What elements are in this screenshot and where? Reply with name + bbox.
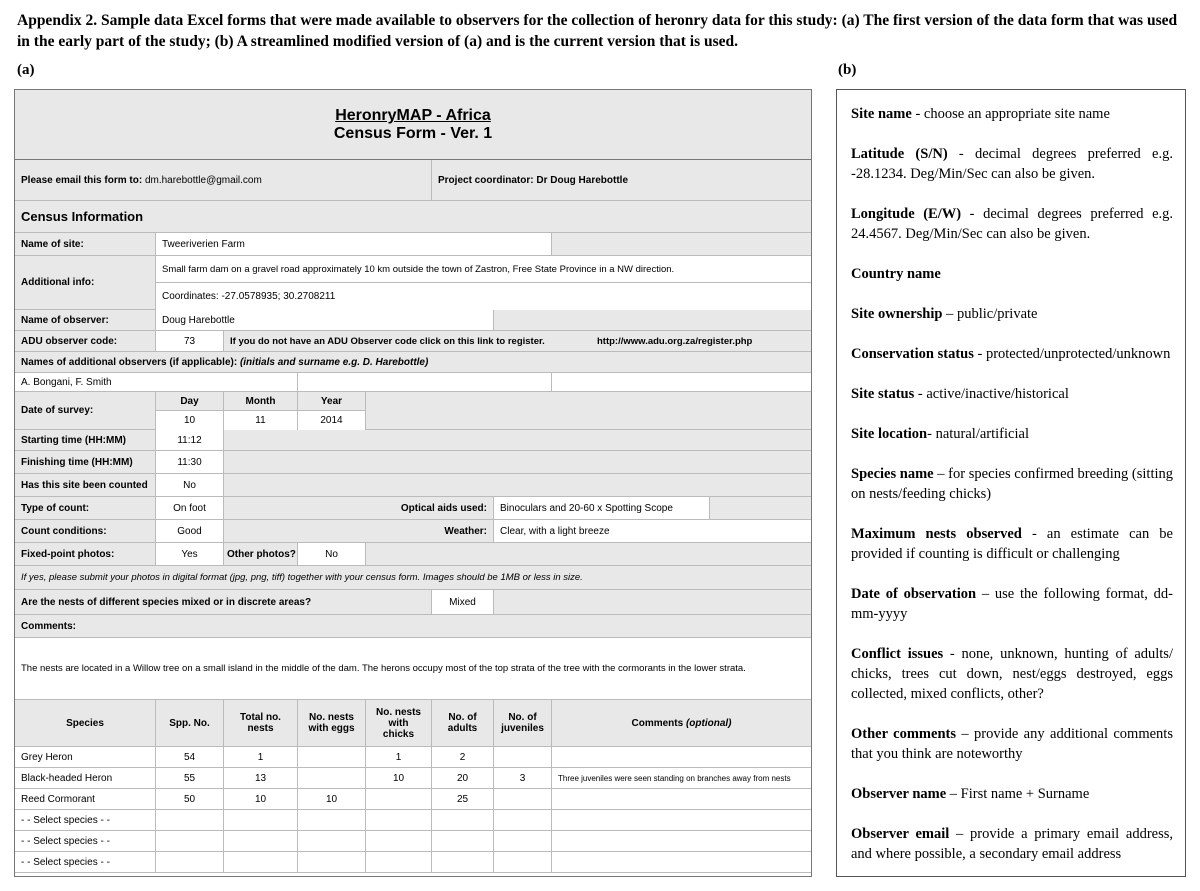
table-row xyxy=(15,747,811,768)
counted-row xyxy=(15,474,811,497)
field-description xyxy=(851,264,1173,284)
table-cell[interactable]: 50 xyxy=(155,789,223,809)
census-section-row xyxy=(15,201,811,233)
table-cell[interactable]: 25 xyxy=(431,789,493,809)
conditions-label: Count conditions: xyxy=(15,520,155,542)
table-cell[interactable]: 10 xyxy=(223,789,297,809)
figure-caption: Appendix 2. Sample data Excel forms that were made available to observers for the collection of heronry data for this study: (a) The first version of the data form that was used in the early part of the study; (b) A streamlined modified version of (a) and is the current version that is used. xyxy=(17,12,1178,50)
field-description xyxy=(851,424,1173,444)
field-desc: - natural/artificial xyxy=(927,426,1029,442)
table-cell[interactable] xyxy=(223,831,297,851)
table-cell[interactable] xyxy=(155,852,223,872)
mixed-row xyxy=(15,590,811,615)
fixed-photos-label: Fixed-point photos: xyxy=(15,543,155,565)
mixed-input[interactable]: Mixed xyxy=(431,590,493,614)
weather-input[interactable]: Clear, with a light breeze xyxy=(493,520,811,542)
panel-a-label: (a) xyxy=(17,62,35,78)
col-spp-no: Spp. No. xyxy=(155,700,223,746)
table-row xyxy=(15,789,811,810)
field-desc: – First name + Surname xyxy=(946,786,1090,802)
table-cell[interactable]: 2 xyxy=(431,747,493,767)
count-type-input[interactable]: On foot xyxy=(155,497,223,519)
table-cell[interactable] xyxy=(223,810,297,830)
species-table-header xyxy=(15,700,811,747)
adu-register-link[interactable]: http://www.adu.org.za/register.php xyxy=(591,331,811,351)
start-time-input[interactable]: 11:12 xyxy=(155,430,223,450)
species-select[interactable]: Reed Cormorant xyxy=(21,793,95,805)
observer-row xyxy=(15,310,811,331)
adu-label: ADU observer code: xyxy=(15,331,155,351)
additional-observers-label: Names of additional observers (if applicable): xyxy=(21,356,238,368)
field-description xyxy=(851,384,1173,404)
field-term: Conservation status xyxy=(851,346,974,362)
field-term: Latitude (S/N) xyxy=(851,146,948,162)
additional-observers-hint: (initials and surname e.g. D. Harebottle) xyxy=(239,356,429,368)
col-comments-optional: (optional) xyxy=(685,717,732,729)
col-adults: No. of adults xyxy=(431,700,493,746)
conditions-input[interactable]: Good xyxy=(155,520,223,542)
month-input[interactable]: 11 xyxy=(223,411,297,430)
field-description xyxy=(851,204,1173,244)
field-desc: - decimal degrees preferred e.g. 24.4567. Deg/Min/Sec can also be given. xyxy=(851,206,1174,242)
field-term: Other comments xyxy=(851,726,956,742)
year-input[interactable]: 2014 xyxy=(297,411,365,430)
start-time-row xyxy=(15,430,811,451)
day-header: Day xyxy=(155,392,223,411)
field-description xyxy=(851,824,1173,864)
count-type-row xyxy=(15,497,811,520)
field-description xyxy=(851,644,1173,704)
field-description xyxy=(851,524,1173,564)
table-cell[interactable] xyxy=(297,768,365,788)
adu-row xyxy=(15,331,811,352)
table-cell[interactable]: 10 xyxy=(365,768,431,788)
table-cell[interactable] xyxy=(297,810,365,830)
field-desc: – provide any additional comments that you think are noteworthy xyxy=(851,726,1173,762)
photos-note-row xyxy=(15,566,811,590)
species-select[interactable]: - - Select species - - xyxy=(21,856,110,868)
table-cell[interactable] xyxy=(493,852,551,872)
additional-observers-input[interactable]: A. Bongani, F. Smith xyxy=(15,373,297,391)
comments-label: Comments: xyxy=(21,620,77,632)
table-cell[interactable]: 10 xyxy=(297,789,365,809)
col-nests-eggs: No. nests with eggs xyxy=(297,700,365,746)
field-description xyxy=(851,344,1173,364)
col-total-nests: Total no. nests xyxy=(223,700,297,746)
table-cell[interactable] xyxy=(223,852,297,872)
additional-observers-row xyxy=(15,373,811,392)
species-select[interactable]: Grey Heron xyxy=(21,751,73,763)
finish-time-input[interactable]: 11:30 xyxy=(155,451,223,473)
field-term: Site ownership xyxy=(851,306,943,322)
field-desc: – provide a primary email address, and where possible, a secondary email address xyxy=(851,826,1173,862)
additional-info-line-2[interactable]: Coordinates: -27.0578935; 30.2708211 xyxy=(155,283,811,310)
photos-note: If yes, please submit your photos in digital format (jpg, png, tiff) together with your census form. Images should be 1MB or less in size. xyxy=(21,572,583,583)
table-cell[interactable] xyxy=(297,852,365,872)
table-cell[interactable] xyxy=(493,789,551,809)
table-cell[interactable]: 1 xyxy=(223,747,297,767)
field-desc: – for species confirmed breeding (sitting on nests/feeding chicks) xyxy=(851,466,1174,502)
table-cell[interactable] xyxy=(493,831,551,851)
col-juveniles: No. of juveniles xyxy=(493,700,551,746)
panel-b-label: (b) xyxy=(838,62,857,78)
table-row xyxy=(15,768,811,789)
table-cell[interactable] xyxy=(365,831,431,851)
comments-row xyxy=(15,638,811,700)
additional-info-line-1[interactable]: Small farm dam on a gravel road approximately 10 km outside the town of Zastron, Free State Province in a NW direction. xyxy=(155,256,811,283)
species-select[interactable]: - - Select species - - xyxy=(21,835,110,847)
table-cell[interactable]: 13 xyxy=(223,768,297,788)
site-input[interactable]: Tweeriverien Farm xyxy=(155,233,551,255)
table-cell[interactable]: 55 xyxy=(155,768,223,788)
project-coordinator: Project coordinator: Dr Doug Harebottle xyxy=(431,160,811,200)
email-label: Please email this form to: xyxy=(21,174,143,186)
field-desc: – public/private xyxy=(942,306,1038,322)
section-title: Census Information xyxy=(21,209,144,224)
form-subtitle: Census Form - Ver. 1 xyxy=(333,125,493,142)
field-description xyxy=(851,784,1173,804)
table-cell[interactable] xyxy=(431,852,493,872)
table-cell[interactable]: 54 xyxy=(155,747,223,767)
day-input[interactable]: 10 xyxy=(155,411,223,430)
observer-label: Name of observer: xyxy=(15,310,155,330)
finish-time-row xyxy=(15,451,811,474)
fixed-photos-input[interactable]: Yes xyxy=(155,543,223,565)
table-cell[interactable] xyxy=(551,831,811,851)
start-time-label: Starting time (HH:MM) xyxy=(15,430,155,450)
col-comments xyxy=(551,700,811,746)
date-row xyxy=(15,392,811,430)
site-label: Name of site: xyxy=(15,233,155,255)
table-cell[interactable] xyxy=(155,810,223,830)
email-value[interactable]: dm.harebottle@gmail.com xyxy=(144,174,262,186)
table-row xyxy=(15,810,811,831)
field-term: Longitude (E/W) xyxy=(851,206,962,222)
table-cell[interactable] xyxy=(493,747,551,767)
field-desc: - choose an appropriate site name xyxy=(911,106,1110,122)
field-descriptions-panel xyxy=(836,89,1186,877)
col-species: Species xyxy=(66,717,104,729)
table-cell[interactable] xyxy=(493,810,551,830)
table-row xyxy=(15,831,811,852)
weather-label: Weather: xyxy=(223,520,493,542)
table-cell[interactable] xyxy=(297,747,365,767)
comments-label-row xyxy=(15,615,811,638)
field-desc: - protected/unprotected/unknown xyxy=(973,346,1171,362)
table-cell[interactable] xyxy=(297,831,365,851)
month-header: Month xyxy=(223,392,297,411)
comments-input[interactable]: The nests are located in a Willow tree on a small island in the middle of the dam. The herons occupy most of the top strata of the tree with the cormorants in the lower strata. xyxy=(21,663,746,674)
table-cell[interactable] xyxy=(155,831,223,851)
other-photos-input[interactable]: No xyxy=(297,543,365,565)
col-nests-chicks: No. nests with chicks xyxy=(365,700,431,746)
optical-aids-input[interactable]: Binoculars and 20-60 x Spotting Scope xyxy=(493,497,709,519)
field-description xyxy=(851,304,1173,324)
observer-input[interactable]: Doug Harebottle xyxy=(155,310,493,330)
field-description xyxy=(851,724,1173,764)
table-cell[interactable] xyxy=(365,852,431,872)
field-description xyxy=(851,104,1173,124)
field-desc: - decimal degrees preferred e.g. -28.1234. Deg/Min/Sec can also be given. xyxy=(851,146,1173,182)
year-header: Year xyxy=(297,392,365,411)
table-cell[interactable] xyxy=(551,789,811,809)
table-cell[interactable] xyxy=(551,810,811,830)
field-desc: - an estimate can be provided if counting is difficult or challenging xyxy=(851,526,1173,562)
table-cell[interactable]: 20 xyxy=(431,768,493,788)
optical-aids-label: Optical aids used: xyxy=(223,497,493,519)
counted-label: Has this site been counted xyxy=(15,474,155,496)
photos-row xyxy=(15,543,811,566)
table-cell[interactable] xyxy=(431,831,493,851)
field-desc: - none, unknown, hunting of adults/ chicks, trees cut down, nest/eggs destroyed, eggs collected, mixed conflicts, other? xyxy=(851,646,1173,702)
table-cell[interactable]: Three juveniles were seen standing on branches away from nests xyxy=(551,768,811,788)
table-cell[interactable]: 3 xyxy=(493,768,551,788)
site-row xyxy=(15,233,811,256)
field-description xyxy=(851,464,1173,504)
adu-input[interactable]: 73 xyxy=(155,331,223,351)
species-select[interactable]: Black-headed Heron xyxy=(21,772,113,784)
email-row xyxy=(15,160,811,201)
additional-info-label: Additional info: xyxy=(15,256,155,309)
count-type-label: Type of count: xyxy=(15,497,155,519)
field-description xyxy=(851,144,1173,184)
table-row xyxy=(15,852,811,873)
finish-time-label: Finishing time (HH:MM) xyxy=(15,451,155,473)
additional-info-row xyxy=(15,256,811,310)
field-term: Date of observation xyxy=(851,586,977,602)
mixed-label: Are the nests of different species mixed or in discrete areas? xyxy=(15,590,431,614)
table-cell[interactable]: 1 xyxy=(365,747,431,767)
field-term: Species name xyxy=(851,466,934,482)
field-desc: – use the following format, dd-mm-yyyy xyxy=(851,586,1173,622)
field-term: Site name xyxy=(851,106,912,122)
field-term: Maximum nests observed xyxy=(851,526,1022,542)
additional-observers-label-row xyxy=(15,352,811,373)
species-select[interactable]: - - Select species - - xyxy=(21,814,110,826)
field-term: Country name xyxy=(851,266,941,282)
field-term: Site location xyxy=(851,426,928,442)
col-comments-label: Comments xyxy=(631,717,684,729)
date-label: Date of survey: xyxy=(15,392,155,429)
conditions-row xyxy=(15,520,811,543)
table-cell[interactable] xyxy=(551,747,811,767)
field-term: Observer name xyxy=(851,786,947,802)
field-term: Site status xyxy=(851,386,915,402)
counted-input[interactable]: No xyxy=(155,474,223,496)
field-term: Observer email xyxy=(851,826,950,842)
field-desc: - active/inactive/historical xyxy=(914,386,1069,402)
table-cell[interactable] xyxy=(365,789,431,809)
table-cell[interactable] xyxy=(551,852,811,872)
form-title: HeronryMAP - Africa xyxy=(335,107,491,124)
form-header xyxy=(15,90,811,160)
table-cell[interactable] xyxy=(365,810,431,830)
adu-register-note: If you do not have an ADU Observer code click on this link to register. xyxy=(223,331,591,351)
census-form xyxy=(14,89,812,877)
field-description xyxy=(851,584,1173,624)
other-photos-label: Other photos? xyxy=(223,543,297,565)
field-term: Conflict issues xyxy=(851,646,944,662)
table-cell[interactable] xyxy=(431,810,493,830)
